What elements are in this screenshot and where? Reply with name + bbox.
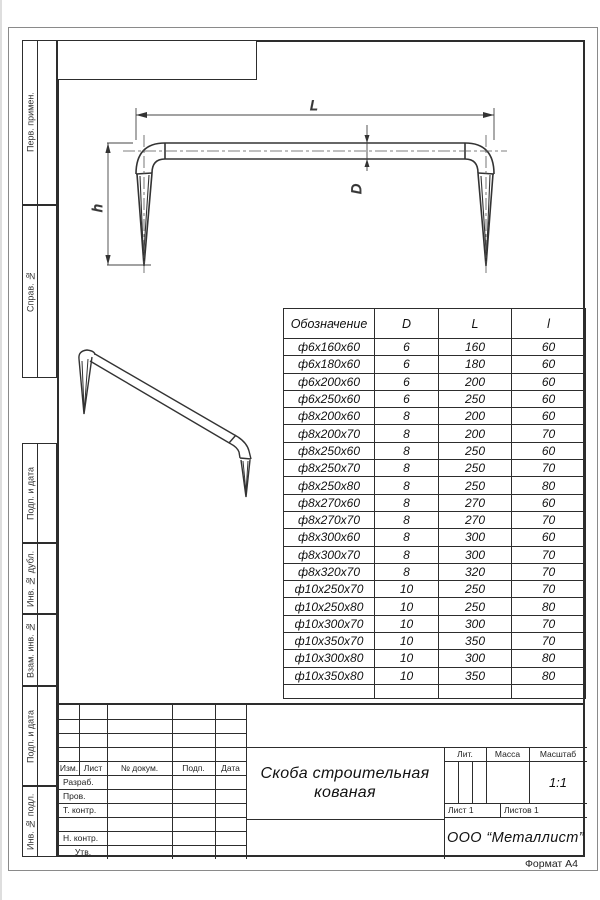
right-leg (478, 173, 493, 266)
table-cell: 250 (439, 477, 512, 494)
table-cell: 80 (512, 477, 586, 494)
table-cell: 270 (439, 494, 512, 511)
margin-label: Подп. и дата (25, 709, 36, 763)
table-cell: 70 (512, 633, 586, 650)
table-cell: ф8х250х70 (284, 460, 375, 477)
table-cell: 8 (375, 494, 439, 511)
scale-label: Масштаб (539, 749, 577, 759)
table-cell: ф8х270х70 (284, 511, 375, 528)
divider-line (172, 705, 173, 859)
table-cell: 60 (512, 339, 586, 356)
table-cell: 250 (439, 460, 512, 477)
table-cell: 8 (375, 546, 439, 563)
scale-value: 1:1 (548, 774, 568, 790)
table-cell: 70 (512, 546, 586, 563)
margin-label: Перв. примен. (25, 92, 36, 153)
table-cell: 80 (512, 598, 586, 615)
sign-row-prov: Пров. (63, 791, 86, 801)
table-row (284, 356, 586, 373)
staple-inner-edge (152, 159, 478, 173)
sign-row-utv: Утв. (74, 847, 92, 857)
document-title-line2: кованая (314, 784, 376, 801)
dimension-lines (108, 115, 494, 265)
table-cell: 250 (439, 442, 512, 459)
table-cell: 250 (439, 390, 512, 407)
table-cell: 8 (375, 529, 439, 546)
table-cell: ф10х300х70 (284, 615, 375, 632)
table-cell: 10 (375, 615, 439, 632)
sign-row-empty (59, 817, 107, 831)
table-cell: 60 (512, 442, 586, 459)
table-row (284, 615, 586, 632)
table-cell: 10 (375, 667, 439, 684)
table-cell: 10 (375, 598, 439, 615)
divider-line (215, 705, 216, 859)
dim-label-h: h (89, 204, 105, 212)
table-row (284, 425, 586, 442)
table-cell: 70 (512, 425, 586, 442)
sign-row-nkontr: Н. контр. (63, 833, 99, 843)
table-row (284, 390, 586, 407)
table-cell: 270 (439, 511, 512, 528)
table-cell: 8 (375, 460, 439, 477)
table-row (284, 563, 586, 580)
table-cell: 6 (375, 390, 439, 407)
title-block (57, 703, 585, 857)
table-row (284, 460, 586, 477)
table-row (284, 581, 586, 598)
table-cell: ф6х250х60 (284, 390, 375, 407)
table-cell: 300 (439, 650, 512, 667)
divider-line (458, 761, 459, 803)
front-view (136, 143, 494, 266)
table-cell: ф10х300х80 (284, 650, 375, 667)
iso-right-corner (229, 435, 251, 459)
table-cell: 60 (512, 390, 586, 407)
table-cell: ф6х180х60 (284, 356, 375, 373)
sheets-total: Листов 1 (504, 805, 539, 815)
table-cell: ф10х250х70 (284, 581, 375, 598)
table-cell: 8 (375, 511, 439, 528)
sheet-number: Лист 1 (448, 805, 474, 815)
table-cell: ф8х320х70 (284, 563, 375, 580)
margin-box-podp-data-1 (22, 443, 57, 543)
table-cell: 10 (375, 633, 439, 650)
dim-label-D: D (348, 183, 364, 194)
mass-label: Масса (494, 749, 521, 759)
dimensions (89, 97, 494, 265)
table-cell: 6 (375, 356, 439, 373)
table-cell: 60 (512, 356, 586, 373)
margin-label: Инв. № подл. (25, 793, 36, 850)
scan-edge (0, 0, 2, 900)
iso-left-leg (79, 357, 92, 414)
margin-box-inv-dubl (22, 543, 57, 614)
margin-box-inv-podl (22, 786, 57, 857)
table-cell: 60 (512, 373, 586, 390)
table-cell: 60 (512, 494, 586, 511)
spec-table-body (284, 339, 586, 685)
margin-label: Инв. № дубл. (25, 550, 36, 607)
table-cell: 70 (512, 511, 586, 528)
left-leg (137, 173, 152, 266)
table-row (284, 667, 586, 684)
table-cell: 160 (439, 339, 512, 356)
table-cell: 8 (375, 477, 439, 494)
table-empty-row (284, 684, 586, 698)
sign-row-razrab: Разраб. (63, 777, 94, 787)
col-header-l: l (512, 309, 586, 339)
table-cell: 60 (512, 529, 586, 546)
table-cell: ф10х350х70 (284, 633, 375, 650)
divider-line (472, 761, 473, 803)
table-row (284, 598, 586, 615)
table-cell: 180 (439, 356, 512, 373)
table-cell: 80 (512, 650, 586, 667)
table-cell: ф8х270х60 (284, 494, 375, 511)
margin-box-vzam-inv (22, 614, 57, 686)
divider-line (59, 733, 246, 734)
change-col-izm: Изм. (59, 763, 79, 773)
document-title-line1: Скоба строительная (260, 765, 430, 782)
sign-row-tkontr: Т. контр. (63, 805, 97, 815)
table-cell: 60 (512, 408, 586, 425)
table-cell: 8 (375, 425, 439, 442)
margin-box-sprav-no (22, 205, 57, 378)
table-cell: 10 (375, 581, 439, 598)
table-row (284, 477, 586, 494)
table-cell: ф6х200х60 (284, 373, 375, 390)
table-cell: 200 (439, 425, 512, 442)
change-col-data: Дата (221, 763, 240, 773)
table-row (284, 494, 586, 511)
table-row (284, 546, 586, 563)
table-cell: 320 (439, 563, 512, 580)
change-col-podp: Подп. (182, 763, 205, 773)
margin-box-perv-primen (22, 40, 57, 205)
format-label: Формат А4 (524, 858, 578, 870)
table-row (284, 511, 586, 528)
divider-line (246, 819, 444, 820)
table-cell: ф8х250х60 (284, 442, 375, 459)
table-cell: 350 (439, 667, 512, 684)
table-cell: 250 (439, 581, 512, 598)
spec-table (283, 308, 586, 699)
table-cell: 6 (375, 373, 439, 390)
table-cell: 70 (512, 615, 586, 632)
table-cell: 200 (439, 373, 512, 390)
table-row (284, 529, 586, 546)
extension-lines (107, 108, 494, 265)
iso-bar (90, 354, 238, 444)
table-cell: 200 (439, 408, 512, 425)
margin-box-podp-data-2 (22, 686, 57, 786)
change-col-list: Лист (83, 763, 103, 773)
margin-label: Взам. инв. № (25, 621, 36, 679)
spec-table-wrap (283, 308, 586, 699)
table-cell: ф8х300х60 (284, 529, 375, 546)
company-name: ООО “Металлист” (446, 830, 585, 846)
table-cell: 70 (512, 563, 586, 580)
divider-line (107, 705, 108, 859)
dimension-arrows (105, 112, 494, 265)
document-title (246, 747, 444, 819)
table-cell: ф8х200х70 (284, 425, 375, 442)
table-header-row (284, 309, 586, 339)
table-cell: 350 (439, 633, 512, 650)
table-cell: 300 (439, 529, 512, 546)
divider-line (59, 719, 246, 720)
table-cell: 300 (439, 546, 512, 563)
table-cell: ф8х300х70 (284, 546, 375, 563)
table-cell: ф10х250х80 (284, 598, 375, 615)
table-row (284, 633, 586, 650)
table-cell: ф10х350х80 (284, 667, 375, 684)
iso-view (79, 350, 251, 497)
table-cell: 250 (439, 598, 512, 615)
col-header-L: L (439, 309, 512, 339)
table-cell: 6 (375, 339, 439, 356)
table-cell: ф8х200х60 (284, 408, 375, 425)
col-header-D: D (375, 309, 439, 339)
table-row (284, 408, 586, 425)
table-row (284, 339, 586, 356)
table-cell: 70 (512, 460, 586, 477)
table-row (284, 650, 586, 667)
table-cell: 8 (375, 442, 439, 459)
table-cell: 8 (375, 408, 439, 425)
col-header-designation: Обозначение (284, 309, 375, 339)
dim-label-L: L (310, 97, 318, 113)
table-cell: ф8х250х80 (284, 477, 375, 494)
table-row (284, 373, 586, 390)
margin-label: Справ. № (25, 270, 36, 313)
table-cell: 80 (512, 667, 586, 684)
table-cell: 70 (512, 581, 586, 598)
table-cell: 8 (375, 563, 439, 580)
table-cell: 300 (439, 615, 512, 632)
table-cell: 10 (375, 650, 439, 667)
change-col-dokum: № докум. (120, 763, 159, 773)
margin-label: Подп. и дата (25, 466, 36, 520)
table-row (284, 442, 586, 459)
table-cell: ф6х160х60 (284, 339, 375, 356)
lit-label: Лит. (457, 749, 473, 759)
centerlines (123, 135, 507, 276)
